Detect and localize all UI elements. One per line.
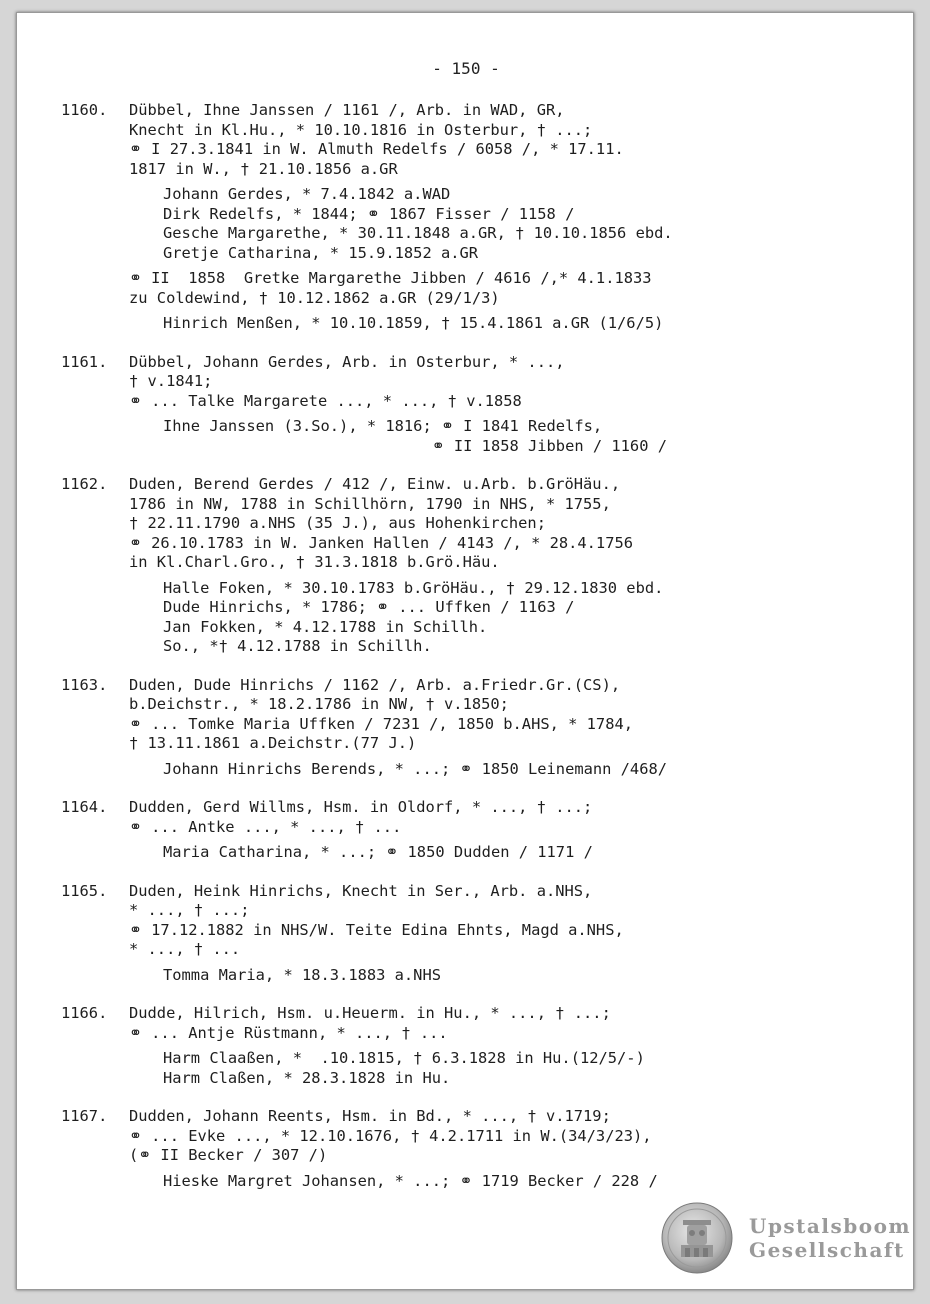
entry-number: 1166. <box>61 1004 108 1022</box>
entry-number: 1160. <box>61 101 108 119</box>
entry-number: 1162. <box>61 475 108 493</box>
entry-line: * ..., † ... <box>129 940 241 958</box>
entry-line: † 22.11.1790 a.NHS (35 J.), aus Hohenkirchen; <box>129 514 546 532</box>
entry-1167 <box>61 1107 881 1191</box>
entry-number: 1165. <box>61 881 108 900</box>
entry-line: Knecht in Kl.Hu., * 10.10.1816 in Osterbur, † ...; <box>129 120 593 139</box>
child-line: Ihne Janssen (3.So.), * 1816; ⚭ I 1841 Redelfs, <box>163 417 603 435</box>
seal-icon <box>661 1202 733 1274</box>
child-line: So., *† 4.12.1788 in Schillh. <box>163 637 432 655</box>
child-line: Maria Catharina, * ...; ⚭ 1850 Dudden / 1171 / <box>163 843 593 861</box>
document-page <box>16 12 914 1290</box>
entry-line: ⚭ ... Antke ..., * ..., † ... <box>129 817 402 836</box>
entry-line: ⚭ 26.10.1783 in W. Janken Hallen / 4143 /, * 28.4.1756 <box>129 533 633 552</box>
child-line: ⚭ II 1858 Jibben / 1160 / <box>163 436 667 455</box>
child-line: Dirk Redelfs, * 1844; ⚭ 1867 Fisser / 1158 / <box>163 204 575 223</box>
entry-line: in Kl.Charl.Gro., † 31.3.1818 b.Grö.Häu. <box>129 553 500 571</box>
entry-number: 1167. <box>61 1107 108 1125</box>
child-line: Harm Claaßen, * .10.1815, † 6.3.1828 in Hu.(12/5/-) <box>163 1049 645 1067</box>
entry-line: ⚭ 17.12.1882 in NHS/W. Teite Edina Ehnts, Magd a.NHS, <box>129 920 624 939</box>
entry-number: 1161. <box>61 352 108 371</box>
entry-line: ⚭ ... Talke Margarete ..., * ..., † v.1858 <box>129 391 522 410</box>
entry-line: † 13.11.1861 a.Deichstr.(77 J.) <box>129 734 417 752</box>
child-line: Dude Hinrichs, * 1786; ⚭ ... Uffken / 1163 / <box>163 598 575 616</box>
entry-line: Dudden, Gerd Willms, Hsm. in Oldorf, * ..., † ...; <box>129 798 593 816</box>
entry-1161 <box>61 353 881 457</box>
entry-line: Duden, Heink Hinrichs, Knecht in Ser., Arb. a.NHS, <box>129 881 593 900</box>
entry-1164 <box>61 798 881 863</box>
child-line: Hieske Margret Johansen, * ...; ⚭ 1719 Becker / 228 / <box>163 1171 658 1190</box>
page-number: - 150 - <box>432 59 500 78</box>
entry-line: Dübbel, Ihne Janssen / 1161 /, Arb. in WAD, GR, <box>129 101 565 119</box>
entry-line: Duden, Berend Gerdes / 412 /, Einw. u.Arb. b.GröHäu., <box>129 475 621 493</box>
child-line: Gretje Catharina, * 15.9.1852 a.GR <box>163 243 479 262</box>
entry-line: Dübbel, Johann Gerdes, Arb. in Osterbur, * ..., <box>129 352 565 371</box>
child-line: Harm Claßen, * 28.3.1828 in Hu. <box>163 1068 451 1087</box>
logo-line-2: Gesellschaft <box>749 1238 905 1262</box>
entry-line: Dudden, Johann Reents, Hsm. in Bd., * ..., † v.1719; <box>129 1107 611 1125</box>
entry-line: † v.1841; <box>129 372 213 390</box>
upstalsboom-logo <box>661 1200 912 1276</box>
child-line: Tomma Maria, * 18.3.1883 a.NHS <box>163 965 441 984</box>
entry-line: (⚭ II Becker / 307 /) <box>129 1146 328 1164</box>
entry-number: 1163. <box>61 675 108 694</box>
child-line: Jan Fokken, * 4.12.1788 in Schillh. <box>163 617 488 636</box>
entry-line: Duden, Dude Hinrichs / 1162 /, Arb. a.Friedr.Gr.(CS), <box>129 675 621 694</box>
entry-line: Dudde, Hilrich, Hsm. u.Heuerm. in Hu., * ..., † ...; <box>129 1004 611 1022</box>
child-line: Hinrich Menßen, * 10.10.1859, † 15.4.1861 a.GR (1/6/5) <box>163 314 664 332</box>
second-marriage-line: ⚭ II 1858 Gretke Margarethe Jibben / 4616 /,* 4.1.1833 <box>129 269 652 287</box>
child-line: Halle Foken, * 30.10.1783 b.GröHäu., † 29.12.1830 ebd. <box>163 578 664 597</box>
entry-line: ⚭ I 27.3.1841 in W. Almuth Redelfs / 6058 /, * 17.11. <box>129 140 624 158</box>
second-marriage-line: zu Coldewind, † 10.12.1862 a.GR (29/1/3) <box>129 288 500 307</box>
entry-1160 <box>61 101 881 334</box>
entry-1165 <box>61 882 881 986</box>
entry-1166 <box>61 1004 881 1088</box>
entry-1162 <box>61 475 881 657</box>
logo-line-1: Upstalsboom <box>749 1214 912 1238</box>
entry-line: ⚭ ... Antje Rüstmann, * ..., † ... <box>129 1023 448 1042</box>
entry-line: 1817 in W., † 21.10.1856 a.GR <box>129 159 398 178</box>
child-line: Johann Gerdes, * 7.4.1842 a.WAD <box>163 185 451 203</box>
logo-text <box>749 1214 911 1262</box>
entry-line: 1786 in NW, 1788 in Schillhörn, 1790 in NHS, * 1755, <box>129 494 611 513</box>
entry-line: ⚭ ... Evke ..., * 12.10.1676, † 4.2.1711 in W.(34/3/23), <box>129 1126 652 1145</box>
entry-list <box>61 101 881 1210</box>
entry-line: * ..., † ...; <box>129 901 250 919</box>
entry-1163 <box>61 676 881 780</box>
child-line: Gesche Margarethe, * 30.11.1848 a.GR, † 10.10.1856 ebd. <box>163 224 673 242</box>
entry-line: b.Deichstr., * 18.2.1786 in NW, † v.1850; <box>129 695 509 713</box>
child-line: Johann Hinrichs Berends, * ...; ⚭ 1850 Leinemann /468/ <box>163 759 667 778</box>
entry-line: ⚭ ... Tomke Maria Uffken / 7231 /, 1850 b.AHS, * 1784, <box>129 714 633 733</box>
entry-number: 1164. <box>61 798 108 816</box>
